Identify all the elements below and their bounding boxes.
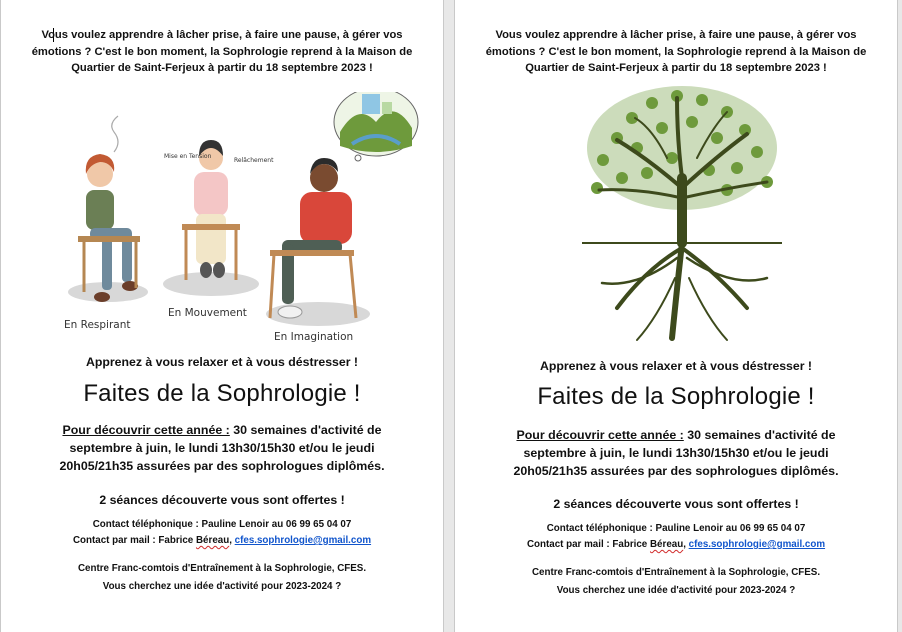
discover-paragraph	[31, 421, 413, 475]
discover-paragraph	[485, 426, 867, 480]
contact-mail-name: Béreau	[195, 535, 230, 546]
question-line: Vous cherchez une idée d'activité pour 2023-2024 ?	[556, 585, 796, 596]
center-name: Centre Franc-comtois d'Entraînement à la Sophrologie, CFES.	[531, 567, 821, 578]
contact-mail-name: Béreau	[649, 539, 684, 550]
contact-mail	[1, 533, 443, 549]
contact-block	[1, 517, 443, 549]
caption-tension: Mise en Tension	[164, 153, 212, 160]
relax-line: Apprenez à vous relaxer et à vous déstresser !	[85, 355, 359, 369]
caption-movement: En Mouvement	[168, 307, 247, 319]
tree-illustration	[577, 78, 787, 350]
contact-mail-sep: ,	[683, 539, 689, 550]
headline: Faites de la Sophrologie !	[537, 383, 815, 410]
headline: Faites de la Sophrologie !	[83, 380, 361, 407]
discover-text: 30 semaines d'activité de septembre à juin, le lundi 13h30/15h30 et/ou le jeudi 20h05/21h35 assurées par des sophrologues diplômés.	[59, 423, 385, 473]
intro-paragraph: Vous voulez apprendre à lâcher prise, à faire une pause, à gérer vos émotions ? C'est le bon moment, la Sophrologie reprend à la Maison de Quartier de Saint-Ferjeux à partir du 18 septembre 2023 !	[31, 29, 413, 74]
discover-label: Pour découvrir cette année :	[62, 423, 230, 437]
offer-line: 2 séances découverte vous sont offertes !	[99, 493, 345, 507]
document-page-left	[1, 0, 443, 632]
contact-phone: Contact téléphonique : Pauline Lenoir au 06 99 65 04 07	[92, 519, 352, 530]
sophrology-people-illustration	[56, 92, 426, 348]
person-breathing	[78, 116, 140, 302]
document-page-right	[455, 0, 897, 632]
discover-text: 30 semaines d'activité de septembre à juin, le lundi 13h30/15h30 et/ou le jeudi 20h05/21h35 assurées par des sophrologues diplômés.	[513, 428, 839, 478]
thought-bubble-landscape	[334, 92, 418, 161]
center-name: Centre Franc-comtois d'Entraînement à la Sophrologie, CFES.	[77, 563, 367, 574]
center-block	[1, 560, 443, 596]
intro-paragraph: Vous voulez apprendre à lâcher prise, à faire une pause, à gérer vos émotions ? C'est le bon moment, la Sophrologie reprend à la Maison de Quartier de Saint-Ferjeux à partir du 18 septembre 2023 !	[485, 29, 867, 74]
person-movement	[182, 140, 240, 280]
contact-mail-prefix: Contact par mail : Fabrice	[72, 535, 196, 546]
center-block	[455, 564, 897, 600]
email-link[interactable]: cfes.sophrologie@gmail.com	[234, 535, 372, 546]
question-line: Vous cherchez une idée d'activité pour 2023-2024 ?	[102, 581, 342, 592]
contact-mail-sep: ,	[229, 535, 235, 546]
contact-phone: Contact téléphonique : Pauline Lenoir au 06 99 65 04 07	[546, 523, 806, 534]
caption-imagination: En Imagination	[274, 331, 354, 343]
contact-mail-prefix: Contact par mail : Fabrice	[526, 539, 650, 550]
email-link[interactable]: cfes.sophrologie@gmail.com	[688, 539, 826, 550]
tree-roots	[602, 243, 767, 340]
contact-mail	[455, 537, 897, 553]
discover-label: Pour découvrir cette année :	[516, 428, 684, 442]
caption-release: Relâchement	[234, 157, 274, 164]
contact-block	[455, 521, 897, 553]
relax-line: Apprenez à vous relaxer et à vous déstresser !	[539, 359, 813, 373]
caption-breathing: En Respirant	[64, 319, 131, 331]
person-imagination	[270, 158, 356, 318]
offer-line: 2 séances découverte vous sont offertes !	[553, 497, 799, 511]
